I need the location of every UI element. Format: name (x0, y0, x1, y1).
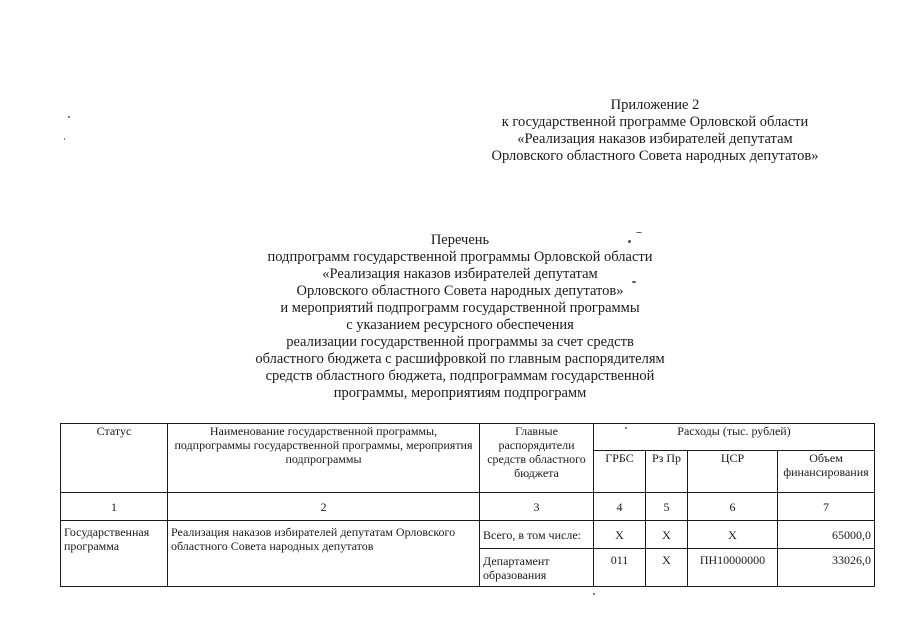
scan-speck (625, 427, 627, 429)
row-name: Реализация наказов избирателей депутатам Орловского областного Совета народных депутатов (168, 521, 480, 587)
scan-speck (593, 593, 595, 595)
scan-speck (64, 138, 65, 140)
appendix-line: Приложение 2 (610, 97, 700, 113)
title-line: Перечень (430, 232, 490, 248)
header-name: Наименование государственной программы, подпрограммы государственной программы, мероприятия подпрограммы (168, 424, 480, 493)
column-number: 5 (646, 493, 688, 521)
title-line: программы, мероприятиям подпрограмм (333, 385, 587, 401)
row-csr: ПН10000000 (688, 549, 778, 587)
row-volume: 65000,0 (778, 521, 875, 549)
column-number: 6 (688, 493, 778, 521)
appendix-line: к государственной программе Орловской области (501, 114, 809, 130)
header-expenses: Расходы (тыс. рублей) (594, 424, 875, 451)
title-line: реализации государственной программы за счет средств (286, 334, 634, 350)
scan-speck (68, 116, 70, 118)
header-volume: Объем финансирования (778, 451, 875, 493)
title-line: «Реализация наказов избирателей депутатам (322, 266, 598, 282)
column-number: 3 (480, 493, 594, 521)
scan-speck (632, 281, 636, 283)
column-number: 2 (168, 493, 480, 521)
appendix-header (480, 97, 830, 165)
row-manager: Всего, в том числе: (480, 521, 594, 549)
header-grbs: ГРБС (594, 451, 646, 493)
row-grbs: 011 (594, 549, 646, 587)
title-line: подпрограмм государственной программы Орловской области (267, 249, 653, 265)
appendix-line: Орловского областного Совета народных депутатов» (491, 148, 819, 164)
header-status: Статус (61, 424, 168, 493)
column-number: 4 (594, 493, 646, 521)
title-line: средств областного бюджета, подпрограммам государственной (265, 368, 655, 384)
scan-speck (628, 240, 631, 243)
row-manager: Департамент образования (480, 549, 594, 587)
row-rzpr: Х (646, 521, 688, 549)
header-managers: Главные распорядители средств областного бюджета (480, 424, 594, 493)
title-line: с указанием ресурсного обеспечения (346, 317, 574, 333)
appendix-line: «Реализация наказов избирателей депутатам (517, 131, 793, 147)
title-line: областного бюджета с расшифровкой по главным распорядителям (255, 351, 665, 367)
scan-speck (636, 232, 642, 233)
row-status: Государственная программа (61, 521, 168, 587)
title-line: и мероприятий подпрограмм государственной программы (280, 300, 640, 316)
row-grbs: Х (594, 521, 646, 549)
column-number: 7 (778, 493, 875, 521)
title-line: Орловского областного Совета народных депутатов» (296, 283, 624, 299)
row-csr: Х (688, 521, 778, 549)
row-volume: 33026,0 (778, 549, 875, 587)
document-title (220, 232, 700, 402)
row-rzpr: Х (646, 549, 688, 587)
header-rzpr: Рз Пр (646, 451, 688, 493)
column-number: 1 (61, 493, 168, 521)
funding-table (60, 423, 875, 587)
header-csr: ЦСР (688, 451, 778, 493)
